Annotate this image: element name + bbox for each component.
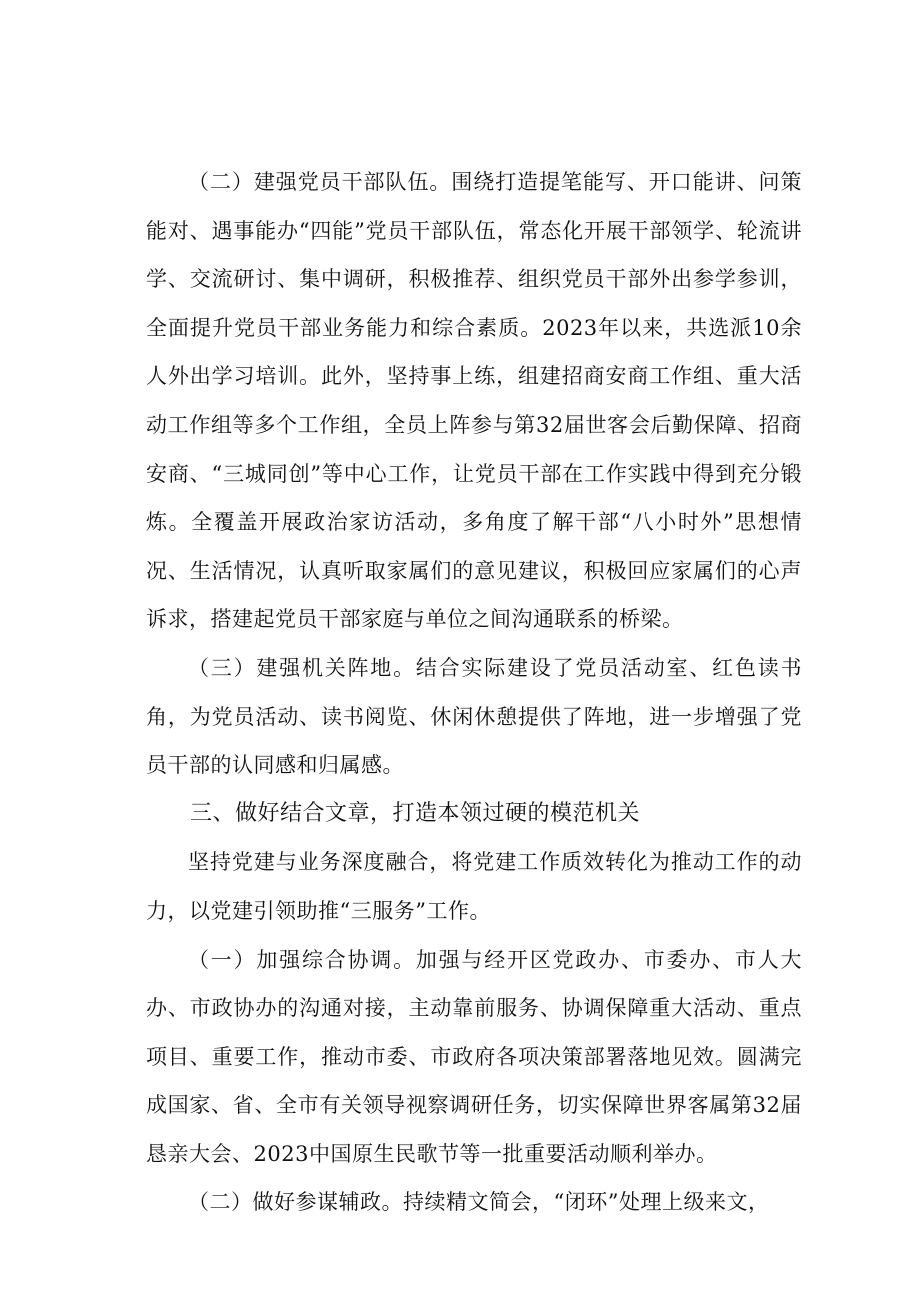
- paragraph-coordination: （一）加强综合协调。加强与经开区党政办、市委办、市人大办、市政协办的沟通对接，主动靠前服务、协调保障重大活动、重点项目、重要工作，推动市委、市政府各项决策部署落地见效。圆满完成国家、省、全市有关领导视察调研任务，切实保障世界客属第32届恳亲大会、2023中国原生民歌节等一批重要活动顺利举办。: [146, 947, 802, 1166]
- paragraph-team-building: （二）建强党员干部队伍。围绕打造提笔能写、开口能讲、问策能对、遇事能办“四能”党员干部队伍，常态化开展干部领学、轮流讲学、交流研讨、集中调研，积极推荐、组织党员干部外出参学参训，全面提升党员干部业务能力和综合素质。2023年以来，共选派10余人外出学习培训。此外，坚持事上练，组建招商安商工作组、重大活动工作组等多个工作组，全员上阵参与第32届世客会后勤保障、招商安商、“三城同创”等中心工作，让党员干部在工作实践中得到充分锻炼。全覆盖开展政治家访活动，多角度了解干部“八小时外”思想情况、生活情况，认真听取家属们的意见建议，积极回应家属们的心声诉求，搭建起党员干部家庭与单位之间沟通联系的桥梁。: [146, 170, 802, 632]
- document-body: [146, 158, 802, 1227]
- paragraph-position-building: （三）建强机关阵地。结合实际建设了党员活动室、红色读书角，为党员活动、读书阅览、休闲休憩提供了阵地，进一步增强了党员干部的认同感和归属感。: [146, 655, 802, 778]
- paragraph-advisory: （二）做好参谋辅政。持续精文简会，“闭环”处理上级来文，: [188, 1190, 770, 1215]
- section-heading: 三、做好结合文章，打造本领过硬的模范机关: [190, 800, 641, 826]
- paragraph-section-intro: 坚持党建与业务深度融合，将党建工作质效转化为推动工作的动力，以党建引领助推“三服务”工作。: [146, 850, 802, 923]
